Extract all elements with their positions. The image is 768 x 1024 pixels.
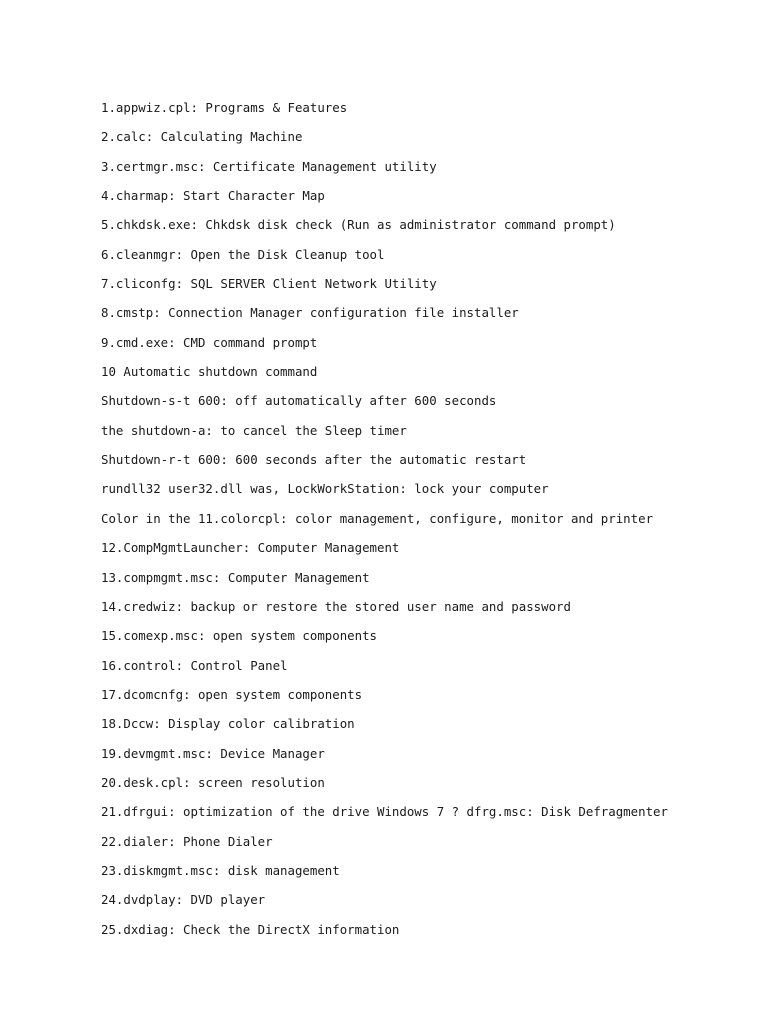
command-line: 24.dvdplay: DVD player xyxy=(101,892,266,908)
command-line: 19.devmgmt.msc: Device Manager xyxy=(101,745,325,761)
command-line: 9.cmd.exe: CMD command prompt xyxy=(101,334,318,350)
command-line: Color in the 11.colorcpl: color management, configure, monitor and printer xyxy=(101,510,654,526)
command-line: 14.credwiz: backup or restore the stored user name and password xyxy=(101,598,571,614)
command-line: 17.dcomcnfg: open system components xyxy=(101,686,363,702)
command-line: 16.control: Control Panel xyxy=(101,657,288,673)
command-line: 3.certmgr.msc: Certificate Management utility xyxy=(101,158,437,174)
command-line: rundll32 user32.dll was, LockWorkStation: lock your computer xyxy=(101,481,549,497)
command-line: 21.dfrgui: optimization of the drive Windows 7 ? dfrg.msc: Disk Defragmenter xyxy=(101,804,668,820)
command-line: 13.compmgmt.msc: Computer Management xyxy=(101,569,370,585)
command-line: Shutdown-r-t 600: 600 seconds after the automatic restart xyxy=(101,452,527,468)
command-line: 20.desk.cpl: screen resolution xyxy=(101,774,325,790)
command-line: Shutdown-s-t 600: off automatically after 600 seconds xyxy=(101,393,497,409)
command-line: 1.appwiz.cpl: Programs & Features xyxy=(101,100,348,115)
command-line: 25.dxdiag: Check the DirectX information xyxy=(101,921,400,937)
command-line: 23.diskmgmt.msc: disk management xyxy=(101,862,340,878)
command-line: 4.charmap: Start Character Map xyxy=(101,188,325,204)
command-line: 18.Dccw: Display color calibration xyxy=(101,716,355,732)
command-list xyxy=(101,98,668,949)
command-line: 8.cmstp: Connection Manager configuration file installer xyxy=(101,305,519,321)
command-line: 6.cleanmgr: Open the Disk Cleanup tool xyxy=(101,246,385,262)
command-line: 12.CompMgmtLauncher: Computer Management xyxy=(101,540,400,556)
command-line: 5.chkdsk.exe: Chkdsk disk check (Run as administrator command prompt) xyxy=(101,217,616,233)
command-line: 10 Automatic shutdown command xyxy=(101,364,318,380)
command-line: 7.cliconfg: SQL SERVER Client Network Utility xyxy=(101,276,437,292)
command-line: 15.comexp.msc: open system components xyxy=(101,628,378,644)
command-line: 2.calc: Calculating Machine xyxy=(101,129,303,145)
command-line: 22.dialer: Phone Dialer xyxy=(101,833,273,849)
command-line: the shutdown-a: to cancel the Sleep timer xyxy=(101,422,407,438)
